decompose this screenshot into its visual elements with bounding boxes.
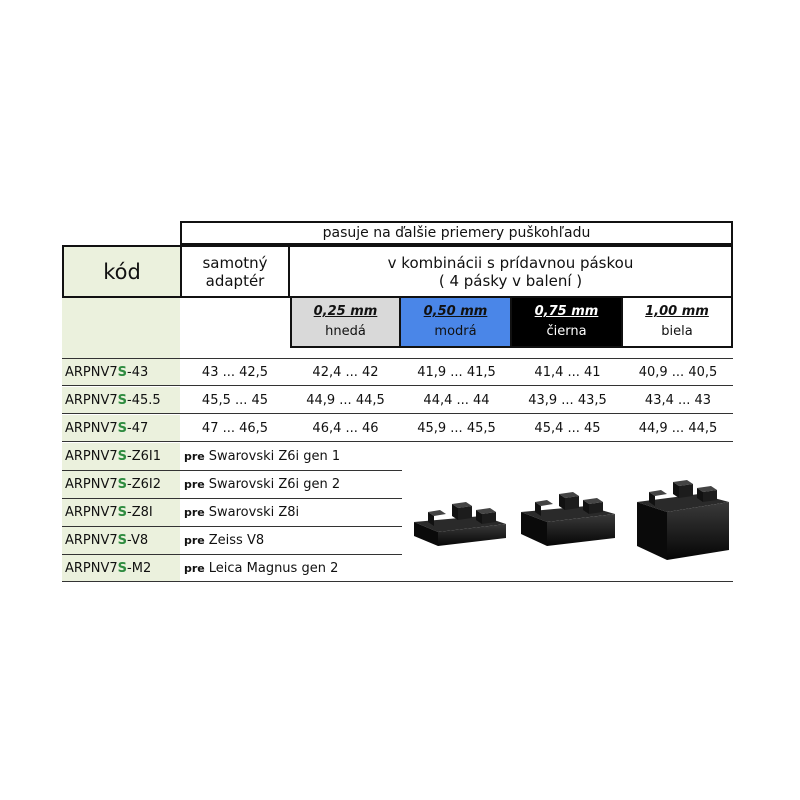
model-row — [62, 471, 402, 499]
adapter-mid-image — [517, 482, 619, 552]
value-strip-075: 43,9 ... 43,5 — [528, 392, 607, 408]
code-accent: S — [117, 533, 128, 548]
code-accent: S — [117, 449, 128, 464]
code-prefix: ARPNV7 — [65, 477, 118, 492]
scope-model: Swarovski Z8i — [208, 505, 300, 520]
header-code-text: kód — [103, 259, 141, 284]
value-strip-025: 42,4 ... 42 — [312, 364, 379, 380]
code-suffix: -V8 — [127, 533, 149, 548]
for-label: pre — [184, 561, 205, 575]
value-adapter: 43 ... 42,5 — [201, 364, 269, 380]
code-suffix: -Z6I1 — [127, 449, 162, 464]
code-prefix: ARPNV7 — [65, 420, 118, 436]
header-combination-line1: v kombinácii s prídavnou páskou — [387, 253, 634, 272]
value-strip-100: 44,9 ... 44,5 — [638, 420, 718, 436]
code-suffix: -Z8I — [127, 505, 153, 520]
code-suffix: -43 — [127, 364, 149, 380]
scope-model: Swarovski Z6i gen 1 — [208, 449, 341, 464]
adapter-low-image — [410, 488, 510, 550]
header-combination — [290, 245, 733, 298]
for-label: pre — [184, 506, 205, 519]
code-accent: S — [117, 560, 128, 576]
scope-model: Swarovski Z6i gen 2 — [208, 477, 341, 492]
table-row — [62, 415, 733, 442]
code-prefix: ARPNV7 — [65, 533, 118, 548]
value-adapter: 45,5 ... 45 — [201, 392, 269, 408]
strip-header-100 — [623, 298, 733, 348]
code-accent: S — [117, 392, 128, 408]
code-accent: S — [117, 420, 128, 436]
strip-color: hnedá — [325, 324, 366, 339]
code-prefix: ARPNV7 — [65, 392, 118, 408]
product-code — [62, 555, 180, 581]
product-code — [62, 443, 180, 470]
code-suffix: -45.5 — [127, 392, 161, 408]
header-adapter-line1: samotný — [202, 253, 268, 272]
header-scope-diameters — [180, 221, 733, 245]
header-adapter-line2: adaptér — [205, 271, 265, 290]
model-row — [62, 527, 402, 555]
code-suffix: -47 — [127, 420, 149, 436]
value-strip-025: 44,9 ... 44,5 — [306, 392, 385, 408]
strip-header-025 — [290, 298, 401, 348]
strip-color: biela — [661, 324, 693, 339]
strip-header-050 — [401, 298, 512, 348]
code-prefix: ARPNV7 — [65, 560, 118, 576]
header-adapter-alone — [180, 245, 290, 298]
strip-color: čierna — [546, 324, 587, 339]
value-strip-075: 41,4 ... 41 — [534, 364, 601, 380]
value-strip-100: 40,9 ... 40,5 — [638, 364, 718, 380]
table-row — [62, 359, 733, 386]
product-code — [62, 471, 180, 498]
code-prefix: ARPNV7 — [65, 364, 118, 380]
product-code — [62, 527, 180, 554]
strip-thickness: 1,00 mm — [645, 304, 709, 319]
code-accent: S — [117, 364, 128, 380]
for-label: pre — [184, 478, 205, 491]
value-strip-100: 43,4 ... 43 — [644, 392, 712, 408]
code-suffix: -Z6I2 — [127, 477, 162, 492]
header-combination-line2: ( 4 pásky v balení ) — [438, 271, 583, 290]
value-strip-050: 41,9 ... 41,5 — [417, 364, 496, 380]
code-accent: S — [117, 505, 128, 520]
for-label: pre — [184, 450, 205, 463]
header-code-spacer — [62, 298, 180, 358]
strip-thickness: 0,25 mm — [313, 304, 378, 319]
header-code — [62, 245, 180, 298]
value-strip-025: 46,4 ... 46 — [312, 420, 379, 436]
value-strip-050: 45,9 ... 45,5 — [417, 420, 496, 436]
table-row — [62, 387, 733, 414]
product-code — [62, 359, 180, 385]
strip-color: modrá — [434, 324, 477, 339]
scope-model: Leica Magnus gen 2 — [208, 560, 339, 576]
value-adapter: 47 ... 46,5 — [201, 420, 269, 436]
header-scope-diameters-text: pasuje na ďalšie priemery puškohľadu — [322, 225, 591, 241]
for-label: pre — [184, 534, 205, 547]
model-row — [62, 555, 402, 581]
product-code — [62, 415, 180, 441]
code-prefix: ARPNV7 — [65, 505, 118, 520]
table-bottom-border — [62, 581, 733, 582]
code-suffix: -M2 — [127, 560, 152, 576]
product-code — [62, 499, 180, 526]
model-row — [62, 443, 402, 471]
model-row — [62, 499, 402, 527]
code-prefix: ARPNV7 — [65, 449, 118, 464]
adapter-high-image — [633, 472, 733, 564]
scope-model: Zeiss V8 — [208, 533, 265, 548]
strip-thickness: 0,75 mm — [534, 304, 599, 319]
product-code — [62, 387, 180, 413]
value-strip-050: 44,4 ... 44 — [423, 392, 490, 408]
value-strip-075: 45,4 ... 45 — [534, 420, 601, 436]
code-accent: S — [117, 477, 128, 492]
strip-thickness: 0,50 mm — [423, 304, 488, 319]
strip-header-075 — [512, 298, 623, 348]
